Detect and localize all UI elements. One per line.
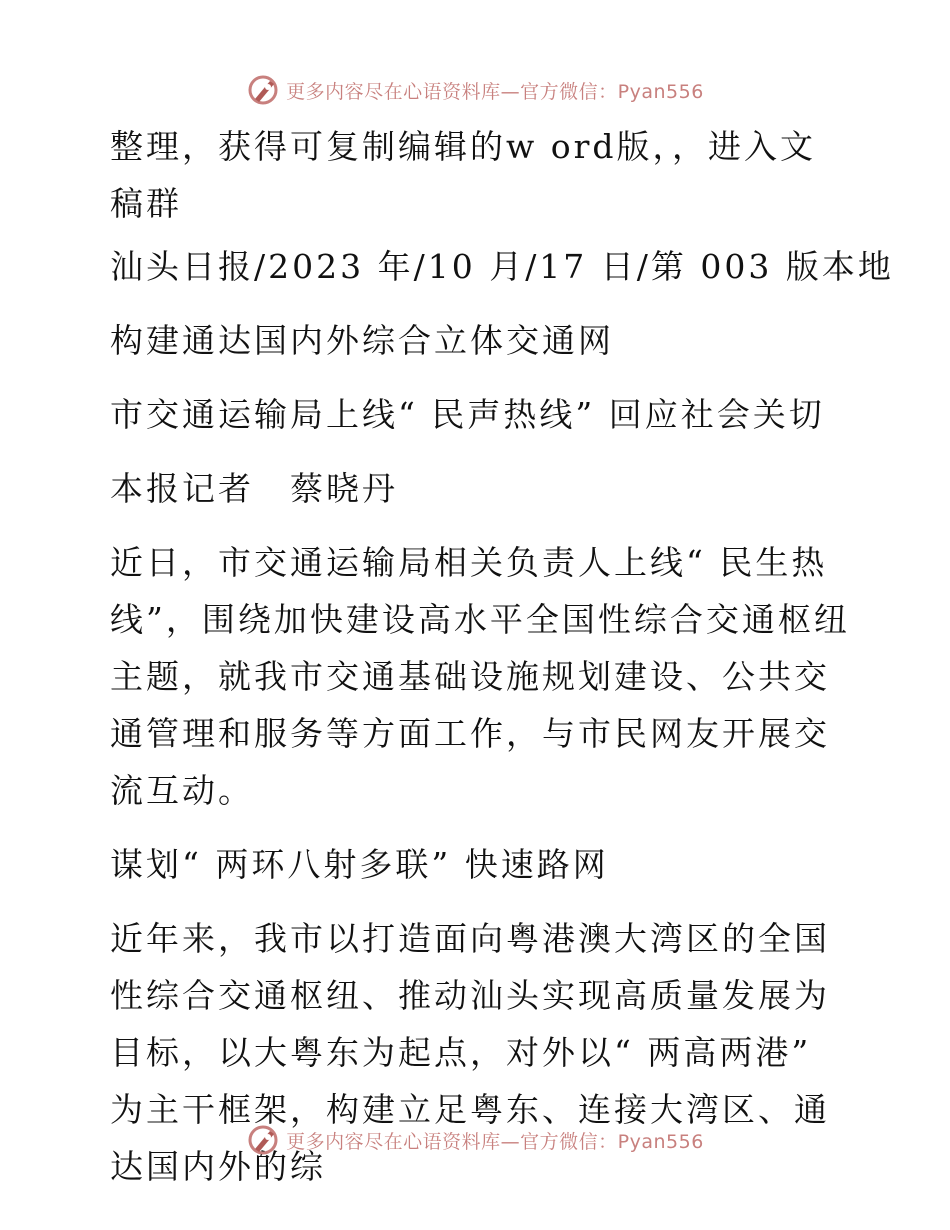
subheadline: 市交通运输局上线“ 民声热线” 回应社会关切 (110, 395, 825, 434)
document-body (98, 118, 894, 1212)
body-paragraph: 近日，市交通运输局相关负责人上线“ 民生热线”，围绕加快建设高水平全国性综合交通枢纽主题，就我市交通基础设施规划建设、公共交通管理和服务等方面工作，与市民网友开展交流互动。 (110, 543, 850, 810)
pen-logo-icon (246, 1123, 280, 1157)
headline: 构建通达国内外综合立体交通网 (110, 321, 614, 360)
intro-line: 整理，获得可复制编辑的w ord版，，进入文稿群 (110, 127, 817, 223)
body-paragraph: 近年来，我市以打造面向粤港澳大湾区的全国性综合交通枢纽、推动汕头实现高质量发展为目标，以大粤东为起点，对外以“ 两高两港” 为主干框架，构建立足粤东、连接大湾区、通达国内外的综 (110, 919, 830, 1186)
byline: 本报记者 蔡晓丹 (110, 469, 398, 508)
watermark-banner-top (0, 68, 950, 112)
watermark-text: 更多内容尽在心语资料库—官方微信：Pyan556 (286, 80, 704, 103)
section-heading: 谋划“ 两环八射多联” 快速路网 (110, 845, 609, 884)
watermark-text: 更多内容尽在心语资料库—官方微信：Pyan556 (286, 1130, 704, 1153)
watermark-banner-bottom (0, 1118, 950, 1162)
source-line: 汕头日报/2023 年/10 月/17 日/第 003 版本地 (110, 247, 894, 286)
pen-logo-icon (246, 73, 280, 107)
